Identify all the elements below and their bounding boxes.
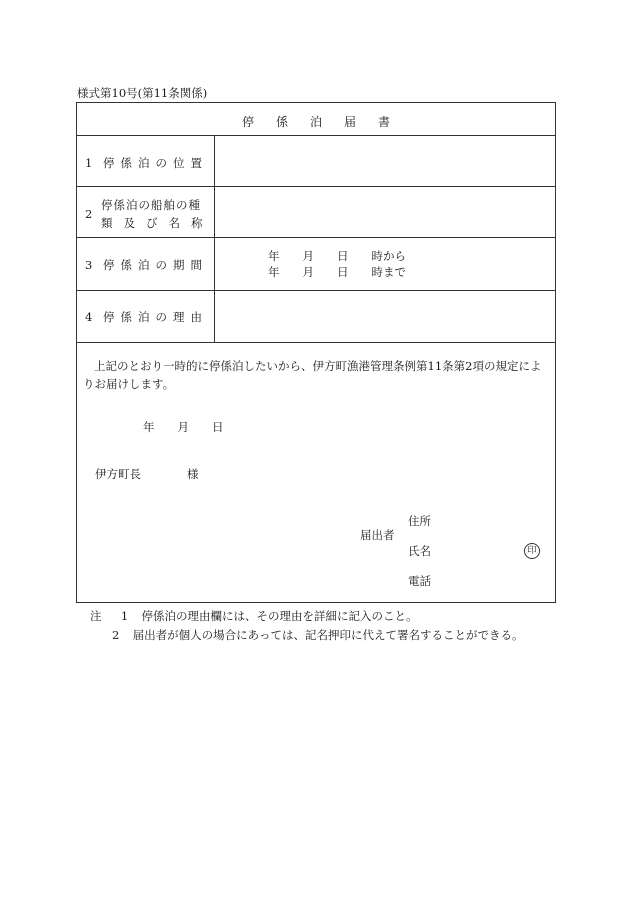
row-label-line1: 停係泊の船舶の種 — [101, 198, 201, 212]
reason-field[interactable] — [215, 291, 555, 342]
row-label-position — [85, 155, 208, 171]
row-label-line2: 類及び名称 — [101, 216, 214, 230]
phone-label: 電話 — [408, 574, 431, 588]
note-text: 停係泊の理由欄には、その理由を詳細に記入のこと。 — [141, 609, 418, 623]
divider — [77, 342, 555, 343]
statement-text: 上記のとおり一時的に停係泊したいから、伊方町漁港管理条例第11条第2項の規定によりお届けします。 — [83, 359, 542, 391]
note-1 — [90, 608, 417, 624]
notifier-label: 届出者 — [360, 528, 395, 542]
name-label: 氏名 — [408, 544, 431, 558]
row-number: 4 — [85, 310, 93, 324]
seal-icon: 印 — [524, 543, 540, 559]
row-label-period — [85, 257, 208, 273]
form-title: 停係泊届書 — [241, 115, 412, 129]
period-to[interactable]: 年 月 日 時まで — [268, 265, 406, 279]
position-field[interactable] — [215, 136, 555, 186]
vessel-field[interactable] — [215, 187, 555, 237]
row-number: 2 — [85, 207, 93, 221]
row-label-reason — [85, 309, 208, 325]
period-from[interactable]: 年 月 日 時から — [268, 249, 406, 263]
address-label: 住所 — [408, 514, 431, 528]
row-number: 1 — [85, 156, 93, 170]
note-number: 2 — [112, 628, 120, 642]
form-id: 様式第10号(第11条関係) — [77, 86, 208, 100]
row-label: 停係泊の期間 — [103, 258, 208, 272]
addressee: 伊方町長 様 — [95, 467, 199, 481]
note-prefix: 注 — [90, 609, 102, 623]
note-number: 1 — [120, 609, 129, 623]
note-2 — [112, 627, 524, 643]
row-number: 3 — [85, 258, 93, 272]
divider — [77, 237, 555, 238]
row-label: 停係泊の位置 — [103, 156, 208, 170]
date-line[interactable]: 年 月 日 — [143, 420, 224, 434]
form-frame — [76, 102, 556, 603]
note-text: 届出者が個人の場合にあっては、記名押印に代えて署名することができる。 — [132, 628, 524, 642]
row-label: 停係泊の理由 — [103, 310, 208, 324]
